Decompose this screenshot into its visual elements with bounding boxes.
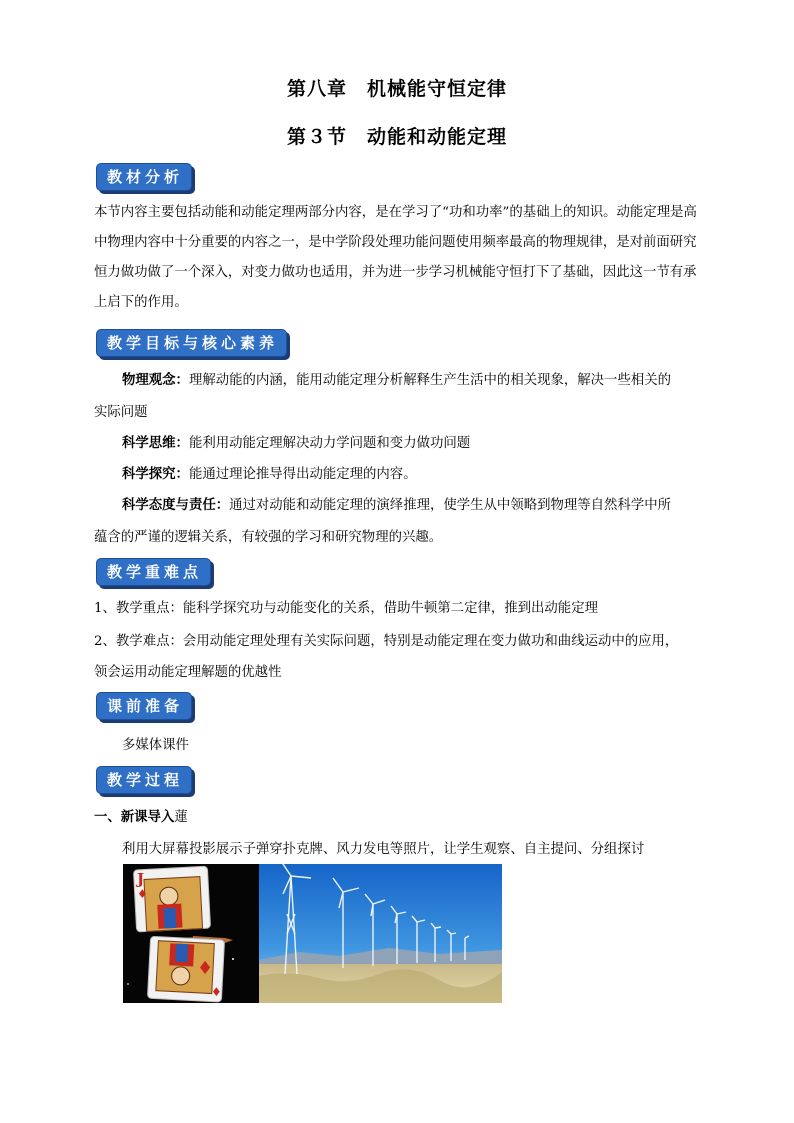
goal-label: 科学探究： bbox=[122, 467, 189, 482]
card-suit-bottom: ♦ bbox=[211, 985, 222, 999]
analysis-paragraph: 本节内容主要包括动能和动能定理两部分内容，是在学习了“功和功率”的基础上的知识。动能定理是高中物理内容中十分重要的内容之一，是中学阶段处理功能问题使用频率最高的物理规律，是对前面研究恒力做功做了一个深入，对变力做功也适用，并为进一步学习机械能守恒打下了基础，因此这一节有承上启下的作用。 bbox=[94, 205, 697, 310]
card-bullet-drawing bbox=[123, 864, 259, 1003]
wind-turbines-photo bbox=[259, 864, 502, 1003]
badge-prep: 课前准备 bbox=[96, 692, 192, 720]
goal-scientific-inquiry bbox=[122, 463, 417, 482]
process-heading bbox=[94, 806, 188, 825]
process-heading-tail: 蓮 bbox=[174, 810, 188, 825]
goal-text: 理解动能的内涵，能用动能定理分析解释生产生活中的相关现象，解决一些相关的 bbox=[188, 373, 672, 388]
goal-text: 能通过理论推导得出动能定理的内容。 bbox=[188, 467, 417, 482]
goal-label: 物理观念： bbox=[122, 373, 189, 388]
section-title: 第３节 动能和动能定理 bbox=[286, 126, 507, 148]
key-point-difficulty: 2、教学难点：会用动能定理处理有关实际问题，特别是动能定理在变力做功和曲线运动中的应用， bbox=[94, 634, 679, 649]
goal-physics-concept bbox=[122, 369, 671, 388]
goal-attitude-responsibility bbox=[122, 494, 671, 513]
badge-key-points: 教学重难点 bbox=[96, 558, 211, 586]
goal-scientific-thinking bbox=[122, 432, 470, 451]
goal-physics-concept-cont: 实际问题 bbox=[94, 405, 148, 420]
goal-text: 能利用动能定理解决动力学问题和变力做功问题 bbox=[188, 436, 471, 451]
goal-label: 科学态度与责任： bbox=[122, 498, 230, 513]
prep-text: 多媒体课件 bbox=[122, 738, 189, 753]
badge-analysis: 教材分析 bbox=[96, 163, 192, 191]
goal-text: 通过对动能和动能定理的演绎推理，使学生从中领略到物理等自然科学中所 bbox=[229, 498, 672, 513]
process-heading-bold: 一、新课导入 bbox=[94, 810, 175, 825]
wind-turbines-drawing bbox=[259, 864, 502, 1003]
key-point-focus: 1、教学重点：能科学探究功与动能变化的关系，借助牛顿第二定律，推到出动能定理 bbox=[94, 601, 598, 616]
badge-process: 教学过程 bbox=[96, 766, 192, 794]
key-point-difficulty-cont: 领会运用动能定理解题的优越性 bbox=[94, 665, 282, 680]
card-suit-top: ♦ bbox=[137, 887, 148, 901]
card-letter-top: J bbox=[137, 870, 145, 888]
goal-label: 科学思维： bbox=[122, 436, 189, 451]
chapter-title: 第八章 机械能守恒定律 bbox=[286, 78, 507, 100]
process-intro: 利用大屏幕投影展示子弹穿扑克牌、风力发电等照片，让学生观察、自主提问、分组探讨 bbox=[122, 842, 645, 857]
goal-attitude-responsibility-cont: 蕴含的严谨的逻辑关系，有较强的学习和研究物理的兴趣。 bbox=[94, 530, 443, 545]
badge-goals: 教学目标与核心素养 bbox=[96, 329, 287, 357]
card-suit-center: ♦ bbox=[197, 958, 214, 979]
card-bullet-photo bbox=[123, 864, 259, 1003]
